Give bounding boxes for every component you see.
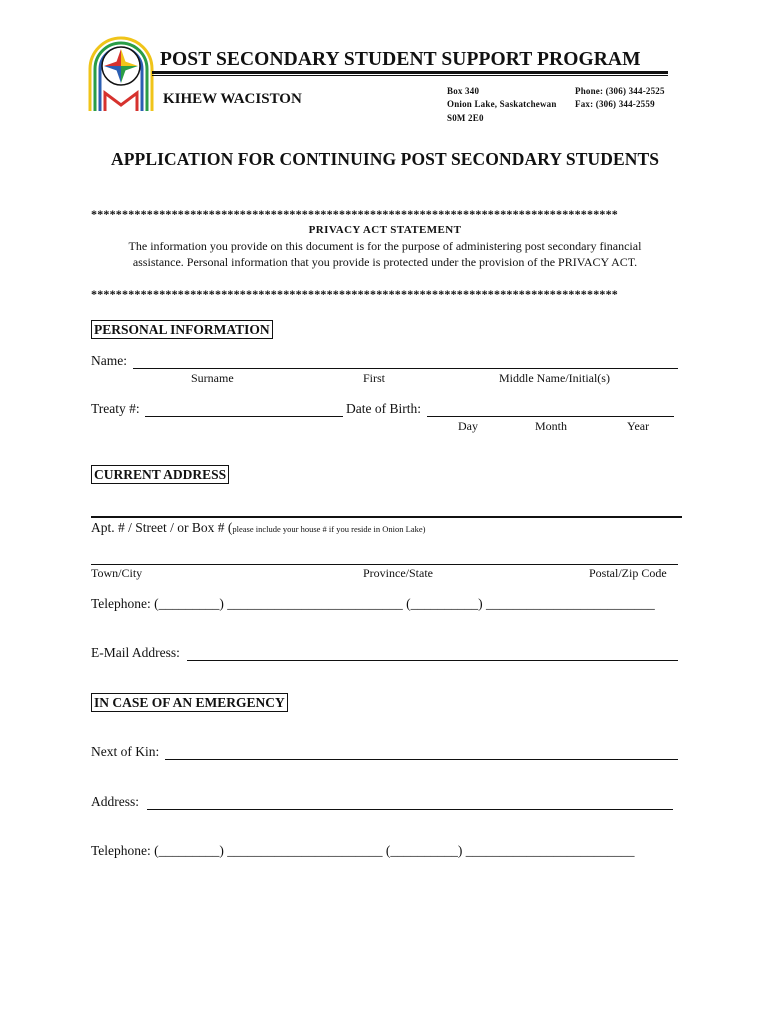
name-label: Name: — [91, 353, 127, 368]
middle-name-caption: Middle Name/Initial(s) — [499, 371, 610, 385]
program-logo — [86, 33, 156, 118]
form-title: APPLICATION FOR CONTINUING POST SECONDARY STUDENTS — [111, 149, 660, 169]
year-caption: Year — [627, 419, 650, 433]
town-province-postal-field[interactable] — [91, 564, 678, 565]
program-title: POST SECONDARY STUDENT SUPPORT PROGRAM — [160, 49, 641, 70]
emergency-telephone-field[interactable]: Telephone: (_________) _______________________ (__________) _________________________ — [91, 843, 635, 858]
current-address-heading: CURRENT ADDRESS — [91, 465, 229, 484]
privacy-text-line-1: The information you provide on this document is for the purpose of administering post secondary financial — [128, 239, 642, 253]
telephone-field[interactable]: Telephone: (_________) __________________________ (__________) _________________________ — [91, 596, 655, 611]
email-field[interactable] — [187, 660, 678, 661]
emergency-address-field[interactable] — [147, 809, 673, 810]
address-line-1: Box 340 — [447, 86, 480, 96]
privacy-heading: PRIVACY ACT STATEMENT — [308, 224, 462, 236]
next-of-kin-field[interactable] — [165, 759, 678, 760]
street-label-text: Apt. # / Street / or Box # ( — [91, 520, 233, 535]
address-line-3: S0M 2E0 — [447, 113, 484, 123]
treaty-label: Treaty #: — [91, 401, 140, 416]
address-line-2: Onion Lake, Saskatchewan — [447, 99, 557, 109]
surname-caption: Surname — [191, 371, 234, 385]
stars-divider-bottom: ************************************************************************************* — [91, 287, 618, 301]
day-caption: Day — [458, 419, 478, 433]
email-label: E-Mail Address: — [91, 645, 180, 660]
name-field[interactable] — [133, 368, 678, 369]
date-of-birth-field[interactable] — [427, 416, 674, 417]
title-rule — [152, 71, 668, 76]
street-label — [91, 520, 425, 536]
stars-divider-top: ************************************************************************************* — [91, 207, 618, 221]
street-label-note: please include your house # if you reside in Onion Lake) — [232, 524, 426, 534]
province-caption: Province/State — [363, 566, 433, 580]
dob-label: Date of Birth: — [346, 401, 421, 416]
month-caption: Month — [535, 419, 568, 433]
postal-caption: Postal/Zip Code — [589, 566, 667, 580]
emergency-heading: IN CASE OF AN EMERGENCY — [91, 693, 288, 712]
treaty-number-field[interactable] — [145, 416, 343, 417]
next-of-kin-label: Next of Kin: — [91, 744, 160, 759]
personal-info-heading: PERSONAL INFORMATION — [91, 320, 273, 339]
emergency-address-label: Address: — [91, 794, 139, 809]
privacy-text-line-2: assistance. Personal information that you provide is protected under the provision of the PRIVACY ACT. — [132, 255, 638, 269]
phone-number: Phone: (306) 344-2525 — [575, 86, 665, 96]
town-caption: Town/City — [91, 566, 143, 580]
band-name: KIHEW WACISTON — [163, 91, 302, 107]
first-name-caption: First — [363, 371, 386, 385]
fax-number: Fax: (306) 344-2559 — [575, 99, 655, 109]
street-field[interactable] — [91, 516, 682, 518]
